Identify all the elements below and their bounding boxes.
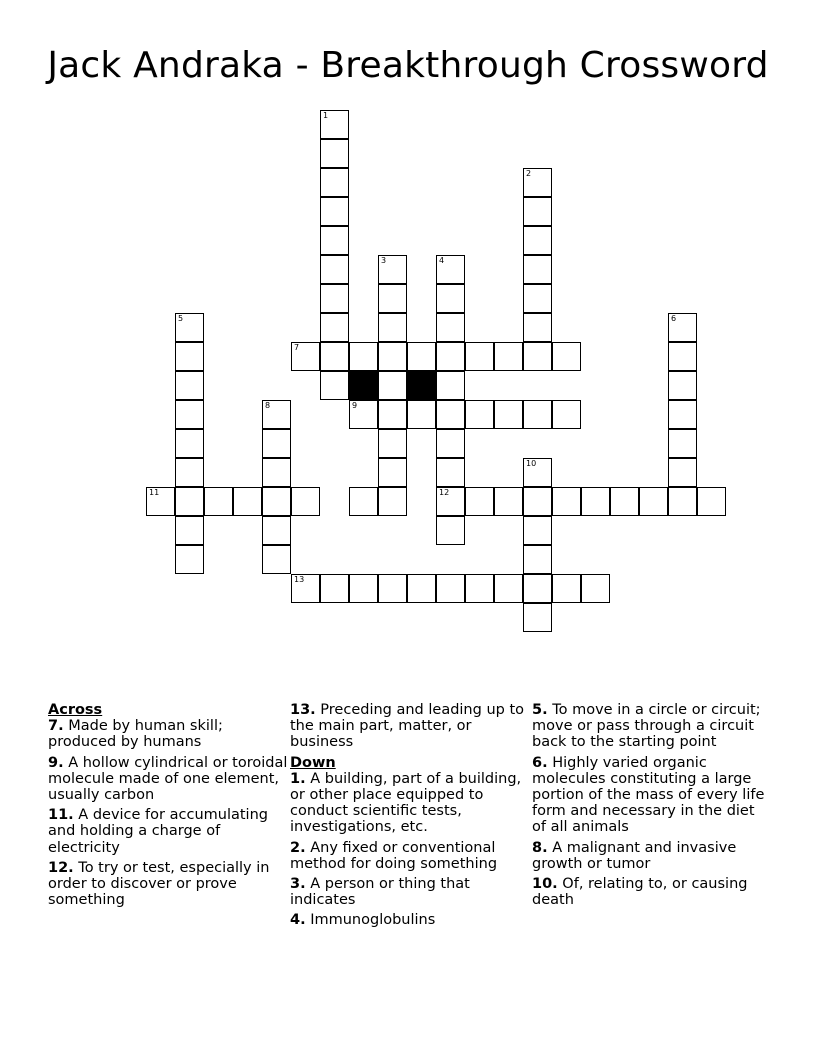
clue-text: Highly varied organic molecules constituting a large portion of the mass of every life form and necessary in the diet of all animals (532, 754, 765, 836)
clue-text: A hollow cylindrical or toroidal molecule made of one element, usually carbon (48, 754, 288, 804)
crossword-cell[interactable] (320, 110, 349, 139)
crossword-cell[interactable] (320, 226, 349, 255)
crossword-cell[interactable] (320, 168, 349, 197)
crossword-cell[interactable] (523, 574, 552, 603)
crossword-cell[interactable] (349, 342, 378, 371)
crossword-cell[interactable] (407, 400, 436, 429)
clue-text: A person or thing that indicates (290, 876, 470, 909)
crossword-cell[interactable] (175, 313, 204, 342)
crossword-cell[interactable] (204, 487, 233, 516)
crossword-cell[interactable] (668, 342, 697, 371)
clue-number: 1. (290, 770, 306, 787)
crossword-cell[interactable] (465, 574, 494, 603)
clue-number: 9. (48, 754, 64, 771)
crossword-cell[interactable] (291, 487, 320, 516)
crossword-cell[interactable] (175, 429, 204, 458)
crossword-cell[interactable] (552, 487, 581, 516)
crossword-cell[interactable] (262, 516, 291, 545)
clues-column-3 (532, 702, 772, 912)
clue (532, 840, 772, 872)
clue-number: 12. (48, 859, 74, 876)
clue (48, 718, 288, 750)
crossword-cell[interactable] (175, 516, 204, 545)
clue-number: 4 (439, 256, 445, 265)
clue-text: A malignant and invasive growth or tumor (532, 839, 737, 872)
clue-number: 10 (526, 459, 537, 468)
crossword-cell[interactable] (320, 371, 349, 400)
crossword-cell[interactable] (320, 197, 349, 226)
clue-number: 2 (526, 169, 532, 178)
crossword-cell[interactable] (523, 603, 552, 632)
clue-number: 6 (671, 314, 677, 323)
clues-column-2 (290, 702, 526, 933)
crossword-cell[interactable] (378, 371, 407, 400)
crossword-cell[interactable] (233, 487, 262, 516)
crossword-cell[interactable] (523, 313, 552, 342)
black-cell (349, 371, 378, 400)
clue-number: 11 (149, 488, 160, 497)
black-cell (407, 371, 436, 400)
clue-text: To try or test, especially in order to discover or prove something (48, 859, 270, 909)
crossword-cell[interactable] (436, 574, 465, 603)
crossword-cell[interactable] (523, 168, 552, 197)
clue-number: 5. (532, 702, 548, 718)
crossword-cell[interactable] (610, 487, 639, 516)
crossword-cell[interactable] (436, 516, 465, 545)
crossword-cell[interactable] (436, 487, 465, 516)
clues-column-1 (48, 702, 288, 912)
crossword-cell[interactable] (320, 574, 349, 603)
crossword-cell[interactable] (581, 574, 610, 603)
crossword-cell[interactable] (378, 400, 407, 429)
crossword-cell[interactable] (378, 342, 407, 371)
across-heading: Across (48, 702, 103, 718)
crossword-cell[interactable] (378, 284, 407, 313)
crossword-cell[interactable] (175, 487, 204, 516)
clue (532, 755, 772, 836)
crossword-cell[interactable] (175, 342, 204, 371)
clue-number: 1 (323, 111, 329, 120)
page-title: Jack Andraka - Breakthrough Crossword (47, 45, 769, 86)
crossword-cell[interactable] (407, 342, 436, 371)
crossword-cell[interactable] (523, 400, 552, 429)
clue-text: To move in a circle or circuit; move or pass through a circuit back to the starting point (532, 702, 761, 751)
crossword-cell[interactable] (436, 458, 465, 487)
clue-number: 5 (178, 314, 184, 323)
crossword-cell[interactable] (494, 574, 523, 603)
crossword-cell[interactable] (436, 371, 465, 400)
crossword-cell[interactable] (668, 429, 697, 458)
crossword-cell[interactable] (465, 487, 494, 516)
crossword-cell[interactable] (465, 400, 494, 429)
clue (290, 840, 526, 872)
crossword-cell[interactable] (320, 255, 349, 284)
clue-number: 7 (294, 343, 300, 352)
crossword-cell[interactable] (320, 139, 349, 168)
clue-number: 8 (265, 401, 271, 410)
clue-number: 4. (290, 912, 306, 929)
clue (48, 755, 288, 804)
crossword-cell[interactable] (378, 313, 407, 342)
down-clue-list (290, 771, 526, 929)
clue-number: 13 (294, 575, 305, 584)
clue-text: Made by human skill; produced by humans (48, 718, 223, 751)
crossword-cell[interactable] (378, 429, 407, 458)
crossword-cell[interactable] (378, 487, 407, 516)
clue (48, 807, 288, 856)
clue (290, 876, 526, 908)
clue-number: 9 (352, 401, 358, 410)
crossword-cell[interactable] (262, 429, 291, 458)
crossword-cell[interactable] (668, 458, 697, 487)
crossword-cell[interactable] (378, 458, 407, 487)
clue-number: 8. (532, 839, 548, 856)
crossword-cell[interactable] (407, 574, 436, 603)
crossword-cell[interactable] (494, 342, 523, 371)
crossword-cell[interactable] (175, 545, 204, 574)
clue-number: 13. (290, 702, 316, 718)
crossword-cell[interactable] (581, 487, 610, 516)
clue-number: 12 (439, 488, 450, 497)
crossword-cell[interactable] (523, 284, 552, 313)
crossword-cell[interactable] (668, 487, 697, 516)
clue-number: 7. (48, 718, 64, 735)
clue (290, 912, 526, 928)
crossword-cell[interactable] (494, 487, 523, 516)
crossword-cell[interactable] (523, 342, 552, 371)
clue-text: Of, relating to, or causing death (532, 876, 748, 909)
crossword-cell[interactable] (146, 487, 175, 516)
crossword-cell[interactable] (262, 458, 291, 487)
crossword-cell[interactable] (175, 371, 204, 400)
across-clue-list-continued (290, 702, 526, 751)
across-clue-list (48, 718, 288, 908)
clue (290, 771, 526, 836)
crossword-cell[interactable] (378, 255, 407, 284)
crossword-cell[interactable] (262, 400, 291, 429)
clue-text: Immunoglobulins (305, 912, 436, 929)
crossword-cell[interactable] (465, 342, 494, 371)
crossword-cell[interactable] (552, 342, 581, 371)
crossword-cell[interactable] (523, 226, 552, 255)
crossword-cell[interactable] (639, 487, 668, 516)
crossword-cell[interactable] (349, 400, 378, 429)
clue (532, 702, 772, 751)
crossword-cell[interactable] (291, 574, 320, 603)
crossword-cell[interactable] (320, 313, 349, 342)
clue-text: Preceding and leading up to the main part, matter, or business (290, 702, 524, 751)
clue-number: 3. (290, 876, 306, 893)
clue-number: 3 (381, 256, 387, 265)
crossword-cell[interactable] (349, 574, 378, 603)
crossword-cell[interactable] (436, 313, 465, 342)
clue-number: 6. (532, 754, 548, 771)
crossword-cell[interactable] (436, 255, 465, 284)
crossword-cell[interactable] (523, 516, 552, 545)
crossword-cell[interactable] (378, 574, 407, 603)
crossword-cell[interactable] (523, 487, 552, 516)
crossword-cell[interactable] (552, 574, 581, 603)
crossword-cell[interactable] (523, 255, 552, 284)
crossword-cell[interactable] (436, 342, 465, 371)
crossword-cell[interactable] (697, 487, 726, 516)
down-clue-list-continued (532, 702, 772, 908)
crossword-cell[interactable] (291, 342, 320, 371)
crossword-cell[interactable] (175, 400, 204, 429)
crossword-cell[interactable] (523, 545, 552, 574)
crossword-cell[interactable] (436, 284, 465, 313)
crossword-cell[interactable] (668, 400, 697, 429)
crossword-cell[interactable] (552, 400, 581, 429)
crossword-cell[interactable] (320, 342, 349, 371)
crossword-cell[interactable] (523, 197, 552, 226)
crossword-cell[interactable] (320, 284, 349, 313)
clue (48, 860, 288, 909)
clue (290, 702, 526, 751)
clue-number: 11. (48, 807, 74, 824)
crossword-cell[interactable] (349, 487, 378, 516)
crossword-cell[interactable] (262, 545, 291, 574)
crossword-cell[interactable] (668, 313, 697, 342)
clue-number: 2. (290, 839, 306, 856)
clue-number: 10. (532, 876, 558, 893)
clue (532, 876, 772, 908)
crossword-cell[interactable] (668, 371, 697, 400)
crossword-cell[interactable] (175, 458, 204, 487)
crossword-cell[interactable] (494, 400, 523, 429)
clue-text: A device for accumulating and holding a charge of electricity (48, 807, 268, 856)
crossword-cell[interactable] (523, 458, 552, 487)
crossword-cell[interactable] (436, 429, 465, 458)
crossword-cell[interactable] (262, 487, 291, 516)
crossword-cell[interactable] (436, 400, 465, 429)
clue-text: A building, part of a building, or other place equipped to conduct scientific tests, investigations, etc. (290, 770, 522, 836)
down-heading: Down (290, 754, 336, 771)
clue-text: Any fixed or conventional method for doing something (290, 839, 498, 872)
